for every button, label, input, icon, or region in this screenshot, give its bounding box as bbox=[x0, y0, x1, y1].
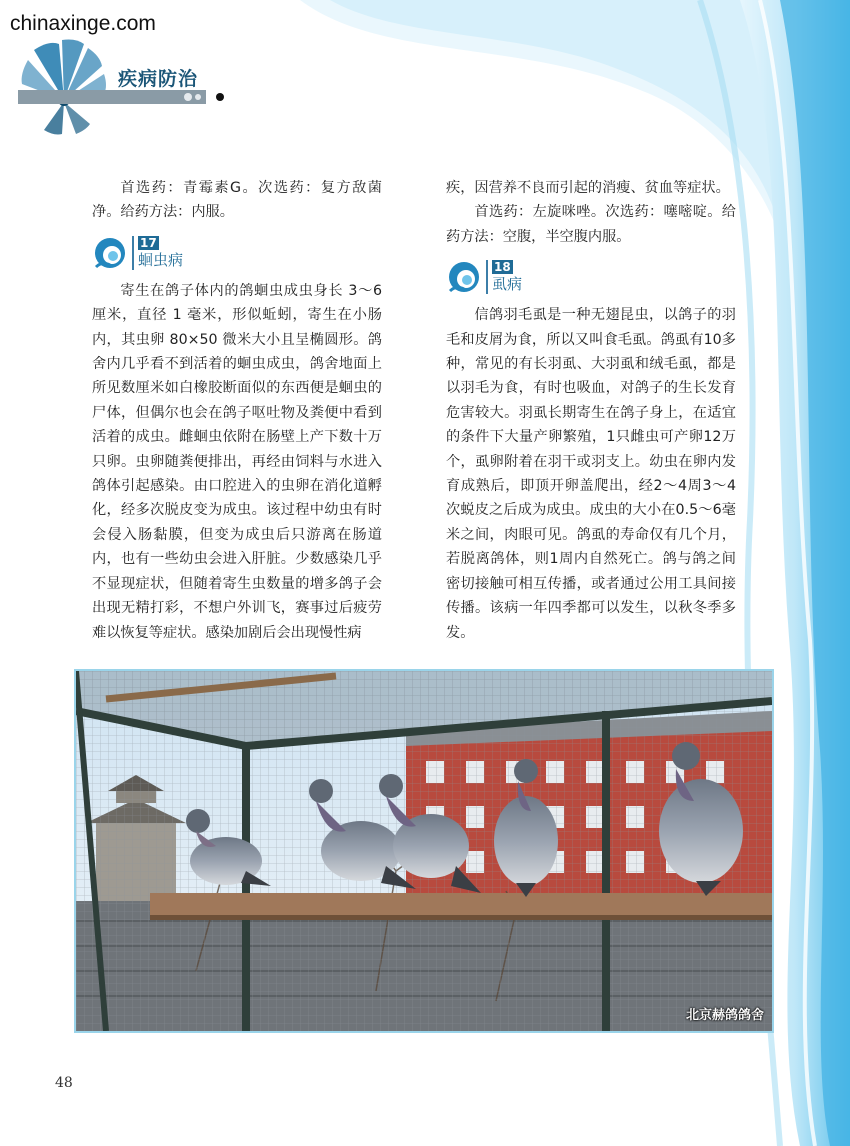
site-watermark: chinaxinge.com bbox=[10, 12, 156, 35]
section-number: 18 bbox=[494, 260, 511, 275]
section-number: 17 bbox=[140, 235, 157, 250]
page-number: 48 bbox=[55, 1075, 73, 1091]
section-18-heading bbox=[446, 255, 736, 299]
drug-paragraph: 首选药：左旋咪唑。次选药：噻嘧啶。给药方法：空腹，半空腹内服。 bbox=[446, 204, 736, 245]
water-drop-icon bbox=[92, 235, 128, 271]
intro-paragraph: 首选药：青霉素G。次选药：复方敌菌净。给药方法：内服。 bbox=[92, 180, 382, 221]
section-header-title: 疾病防治 bbox=[118, 68, 199, 90]
water-drop-icon bbox=[446, 259, 482, 295]
fan-logo-icon bbox=[14, 30, 114, 138]
section-title: 虱病 bbox=[492, 275, 523, 294]
section-18-paragraph: 信鸽羽毛虱是一种无翅昆虫，以鸽子的羽毛和皮屑为食，所以又叫食毛虱。鸽虱有10多种，常见的有长羽虱、大羽虱和绒毛虱，都是以羽毛为食，有时也吸血，对鸽子的生长发育危害较大。羽虱长期寄生在鸽子身上，在适宜的条件下大量产卵繁殖，1只雌虫可产卵12万个，虱卵附着在羽干或羽支上。幼虫在卵内发育成熟后，即顶开卵盖爬出，经2～4周3～4次蜕皮之后成为成虫。成虫的大小在0.5～6毫米之间，肉眼可见。鸽虱的寿命仅有几个月，若脱离鸽体，则1周内自然死亡。鸽与鸽之间密切接触可相互传播，或者通过公用工具间接传播。该病一年四季都可以发生，以秋冬季多发。 bbox=[446, 307, 736, 641]
section-divider bbox=[486, 260, 488, 294]
section-divider bbox=[132, 236, 134, 270]
left-column bbox=[92, 176, 382, 645]
pigeon-loft-photo bbox=[74, 669, 774, 1033]
section-17-paragraph: 寄生在鸽子体内的鸽蛔虫成虫身长 3～6 厘米，直径 1 毫米，形似蚯蚓，寄生在小肠内，其虫卵 80×50 微米大小且呈椭圆形。鸽舍内几乎看不到活着的蛔虫成虫，鸽舍地面上所见数厘米如白橡胶断面似的东西便是蛔虫的尸体，但偶尔也会在鸽子呕吐物及粪便中看到活着的成虫。雌蛔虫依附在肠壁上产下数十万只卵。虫卵随粪便排出，再经由饲料与水进入鸽体引起感染。由口腔进入的虫卵在消化道孵化，经多次脱皮变为成虫。该过程中幼虫有时会侵入肠黏膜，但变为成虫后只游离在肠道内，也有一些幼虫会进入肝脏。少数感染几乎不显现症状，但随着寄生虫数量的增多鸽子会出现无精打彩，不想户外训飞，赛事过后疲劳难以恢复等症状。感染加剧后会出现慢性病 bbox=[92, 282, 382, 641]
section-17-heading bbox=[92, 231, 382, 275]
photo-caption: 北京赫鸽鸽舍 bbox=[685, 1008, 764, 1023]
section-title: 蛔虫病 bbox=[138, 250, 184, 269]
continuation-paragraph: 疾，因营养不良而引起的消瘦、贫血等症状。 bbox=[446, 180, 730, 196]
right-column bbox=[446, 176, 736, 645]
